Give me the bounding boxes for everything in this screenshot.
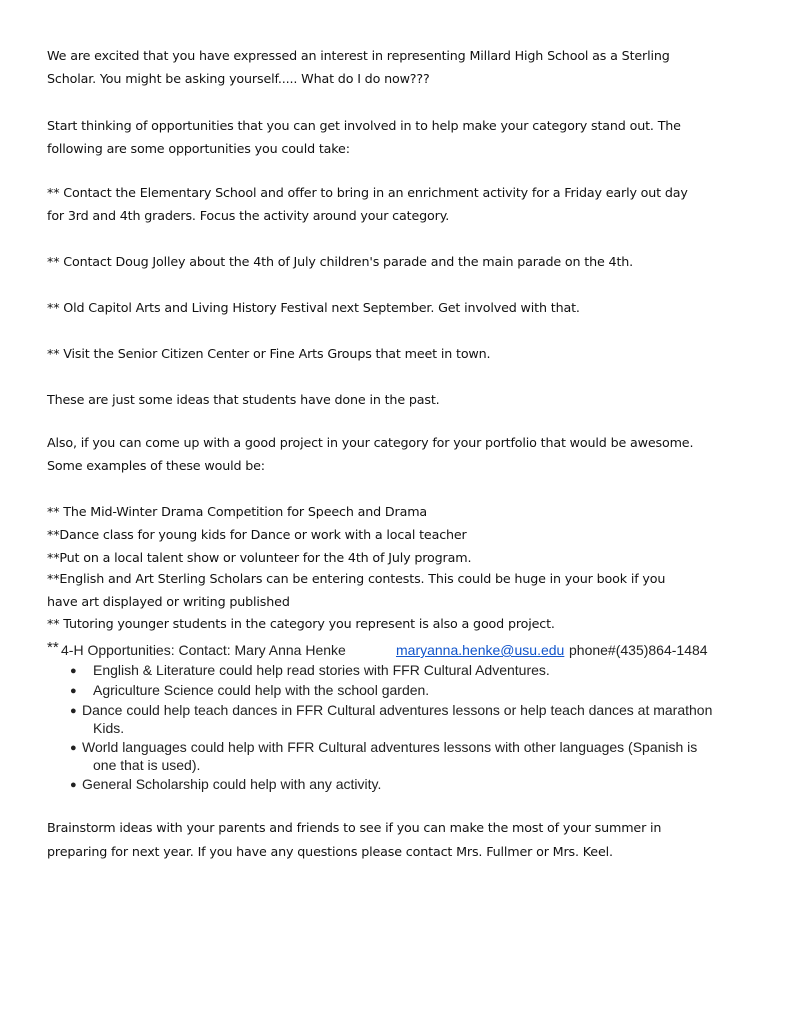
opportunity-elementary-line-1: ** Contact the Elementary School and offer to bring in an enrichment activity for a Friday early out day bbox=[47, 185, 688, 200]
four-h-label: 4-H Opportunities: Contact: Mary Anna Henke bbox=[61, 642, 346, 658]
project-tutoring: ** Tutoring younger students in the category you represent is also a good project. bbox=[47, 616, 555, 631]
four-h-item-agriculture: Agriculture Science could help with the school garden. bbox=[93, 682, 430, 698]
bullet-icon: ● bbox=[70, 685, 77, 697]
start-line-1: Start thinking of opportunities that you can get involved in to help make your category stand out. The bbox=[47, 118, 681, 133]
four-h-item-general: General Scholarship could help with any activity. bbox=[82, 776, 382, 792]
project-english-art-line-1: **English and Art Sterling Scholars can be entering contests. This could be huge in your book if you bbox=[47, 571, 666, 586]
four-h-phone: phone#(435)864-1484 bbox=[569, 642, 708, 658]
start-line-2: following are some opportunities you could take: bbox=[47, 141, 350, 156]
project-talent: **Put on a local talent show or volunteer for the 4th of July program. bbox=[47, 550, 472, 565]
opportunity-elementary-line-2: for 3rd and 4th graders. Focus the activity around your category. bbox=[47, 208, 450, 223]
bullet-icon: ● bbox=[70, 665, 77, 677]
four-h-item-languages-line-2: one that is used). bbox=[93, 757, 201, 773]
opportunity-festival: ** Old Capitol Arts and Living History Festival next September. Get involved with that. bbox=[47, 300, 580, 315]
project-drama: ** The Mid-Winter Drama Competition for Speech and Drama bbox=[47, 504, 428, 519]
four-h-item-english: English & Literature could help read stories with FFR Cultural Adventures. bbox=[93, 662, 550, 678]
portfolio-line-2: Some examples of these would be: bbox=[47, 458, 265, 473]
intro-line-1: We are excited that you have expressed an interest in representing Millard High School as a Sterling bbox=[47, 48, 670, 63]
four-h-stars: ** bbox=[47, 639, 59, 656]
bullet-icon: ● bbox=[70, 779, 77, 791]
past-ideas-text: These are just some ideas that students have done in the past. bbox=[47, 392, 440, 407]
portfolio-line-1: Also, if you can come up with a good project in your category for your portfolio that would be awesome. bbox=[47, 435, 694, 450]
project-dance: **Dance class for young kids for Dance or work with a local teacher bbox=[47, 527, 467, 542]
intro-line-2: Scholar. You might be asking yourself..... What do I do now??? bbox=[47, 71, 430, 86]
bullet-icon: ● bbox=[70, 705, 77, 717]
project-english-art-line-2: have art displayed or writing published bbox=[47, 594, 290, 609]
four-h-item-languages-line-1: World languages could help with FFR Cultural adventures lessons with other languages (Spanish is bbox=[82, 739, 698, 755]
closing-line-1: Brainstorm ideas with your parents and friends to see if you can make the most of your summer in bbox=[47, 820, 662, 835]
bullet-icon: ● bbox=[70, 742, 77, 754]
opportunity-senior-center: ** Visit the Senior Citizen Center or Fine Arts Groups that meet in town. bbox=[47, 346, 491, 361]
opportunity-parade: ** Contact Doug Jolley about the 4th of July children's parade and the main parade on the 4th. bbox=[47, 254, 634, 269]
four-h-item-dance-line-2: Kids. bbox=[93, 720, 125, 736]
four-h-item-dance-line-1: Dance could help teach dances in FFR Cultural adventures lessons or help teach dances at marathon bbox=[82, 702, 713, 718]
four-h-email-link[interactable]: maryanna.henke@usu.edu bbox=[396, 642, 565, 658]
closing-line-2: preparing for next year. If you have any questions please contact Mrs. Fullmer or Mrs. Keel. bbox=[47, 844, 613, 859]
